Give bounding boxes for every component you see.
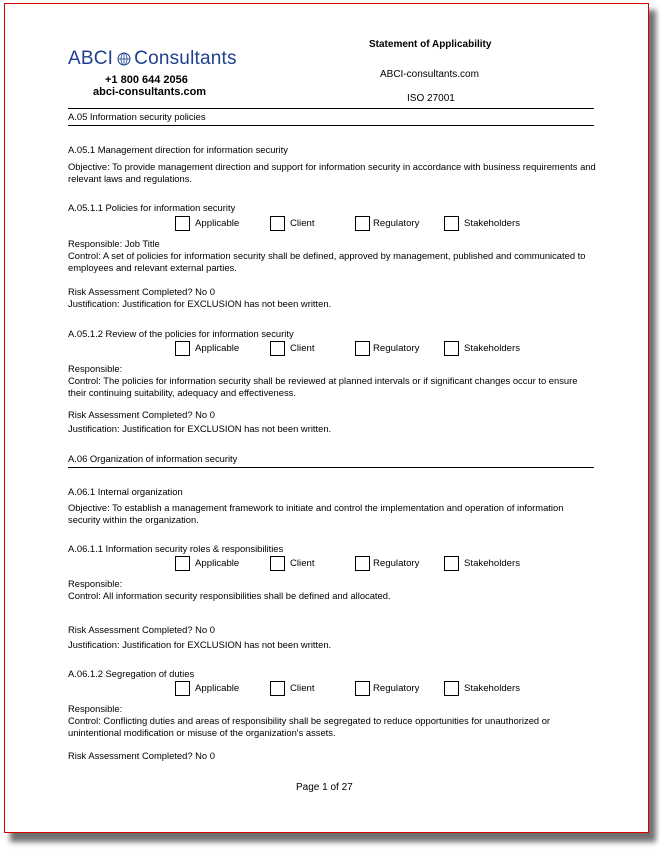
section-divider [68, 467, 594, 468]
globe-icon [117, 52, 131, 66]
applicable-label: Applicable [195, 683, 240, 694]
control-responsible: Responsible: [68, 363, 123, 374]
control-description: Control: All information security responsibilities shall be defined and allocated. [68, 590, 391, 601]
applicable-checkbox[interactable] [175, 216, 190, 231]
applicable-label: Applicable [195, 343, 240, 354]
justification: Justification: Justification for EXCLUSION has not been written. [68, 298, 332, 309]
section-divider [68, 125, 594, 126]
control-title: A.05.1.2 Review of the policies for information security [68, 328, 294, 339]
risk-assessment: Risk Assessment Completed? No 0 [68, 286, 215, 297]
control-title: A.06.1.1 Information security roles & responsibilities [68, 543, 284, 554]
client-label: Client [290, 343, 315, 354]
header-divider [68, 108, 594, 109]
logo-text-abci: ABCI [68, 48, 114, 69]
client-label: Client [290, 558, 315, 569]
regulatory-label: Regulatory [373, 343, 420, 354]
regulatory-label: Regulatory [373, 218, 420, 229]
control-responsible: Responsible: [68, 703, 123, 714]
document-page [4, 3, 649, 833]
subsection-objective: Objective: To provide management direction and support for information security in accordance with business requirements and relevant laws and regulations. [68, 161, 596, 184]
applicable-checkbox[interactable] [175, 556, 190, 571]
subsection-title: A.05.1 Management direction for information security [68, 144, 288, 155]
stakeholders-label: Stakeholders [464, 683, 520, 694]
document-site: ABCI-consultants.com [380, 69, 479, 80]
stakeholders-checkbox[interactable] [444, 341, 459, 356]
applicable-label: Applicable [195, 558, 240, 569]
company-logo [68, 48, 237, 70]
client-checkbox[interactable] [270, 341, 285, 356]
document-standard: ISO 27001 [407, 93, 455, 104]
regulatory-checkbox[interactable] [355, 341, 370, 356]
control-responsible: Responsible: Job Title [68, 238, 160, 249]
section-heading: A.06 Organization of information security [68, 453, 238, 464]
client-checkbox[interactable] [270, 216, 285, 231]
justification: Justification: Justification for EXCLUSION has not been written. [68, 423, 332, 434]
subsection-objective: Objective: To establish a management framework to initiate and control the implementation and operation of information security within the organization. [68, 502, 564, 525]
control-description: Control: Conflicting duties and areas of responsibility shall be segregated to reduce opportunities for unauthorized or unintentional modification or misuse of the organization's assets. [68, 715, 551, 738]
stakeholders-checkbox[interactable] [444, 216, 459, 231]
stakeholders-label: Stakeholders [464, 218, 520, 229]
risk-assessment: Risk Assessment Completed? No 0 [68, 750, 215, 761]
justification: Justification: Justification for EXCLUSION has not been written. [68, 639, 332, 650]
risk-assessment: Risk Assessment Completed? No 0 [68, 624, 215, 635]
regulatory-label: Regulatory [373, 683, 420, 694]
stakeholders-checkbox[interactable] [444, 681, 459, 696]
logo-text-consultants: Consultants [134, 48, 237, 69]
company-phone: +1 800 644 2056 [105, 74, 188, 86]
client-checkbox[interactable] [270, 556, 285, 571]
regulatory-checkbox[interactable] [355, 556, 370, 571]
stakeholders-label: Stakeholders [464, 558, 520, 569]
control-title: A.05.1.1 Policies for information security [68, 202, 236, 213]
regulatory-label: Regulatory [373, 558, 420, 569]
applicable-checkbox[interactable] [175, 681, 190, 696]
company-website: abci-consultants.com [93, 86, 207, 98]
control-description: Control: The policies for information security shall be reviewed at planned intervals or if significant changes occur to ensure their continuing suitability, adequacy and effectiveness. [68, 375, 578, 398]
control-description: Control: A set of policies for information security shall be defined, approved by management, published and communicated to employees and relevant external parties. [68, 250, 586, 273]
applicable-checkbox[interactable] [175, 341, 190, 356]
regulatory-checkbox[interactable] [355, 216, 370, 231]
applicable-label: Applicable [195, 218, 240, 229]
client-label: Client [290, 218, 315, 229]
risk-assessment: Risk Assessment Completed? No 0 [68, 409, 215, 420]
page-number: Page 1 of 27 [296, 782, 353, 793]
client-label: Client [290, 683, 315, 694]
stakeholders-label: Stakeholders [464, 343, 520, 354]
subsection-title: A.06.1 Internal organization [68, 486, 183, 497]
regulatory-checkbox[interactable] [355, 681, 370, 696]
client-checkbox[interactable] [270, 681, 285, 696]
section-heading: A.05 Information security policies [68, 111, 206, 122]
document-title: Statement of Applicability [369, 39, 492, 50]
control-title: A.06.1.2 Segregation of duties [68, 668, 195, 679]
stakeholders-checkbox[interactable] [444, 556, 459, 571]
control-responsible: Responsible: [68, 578, 123, 589]
